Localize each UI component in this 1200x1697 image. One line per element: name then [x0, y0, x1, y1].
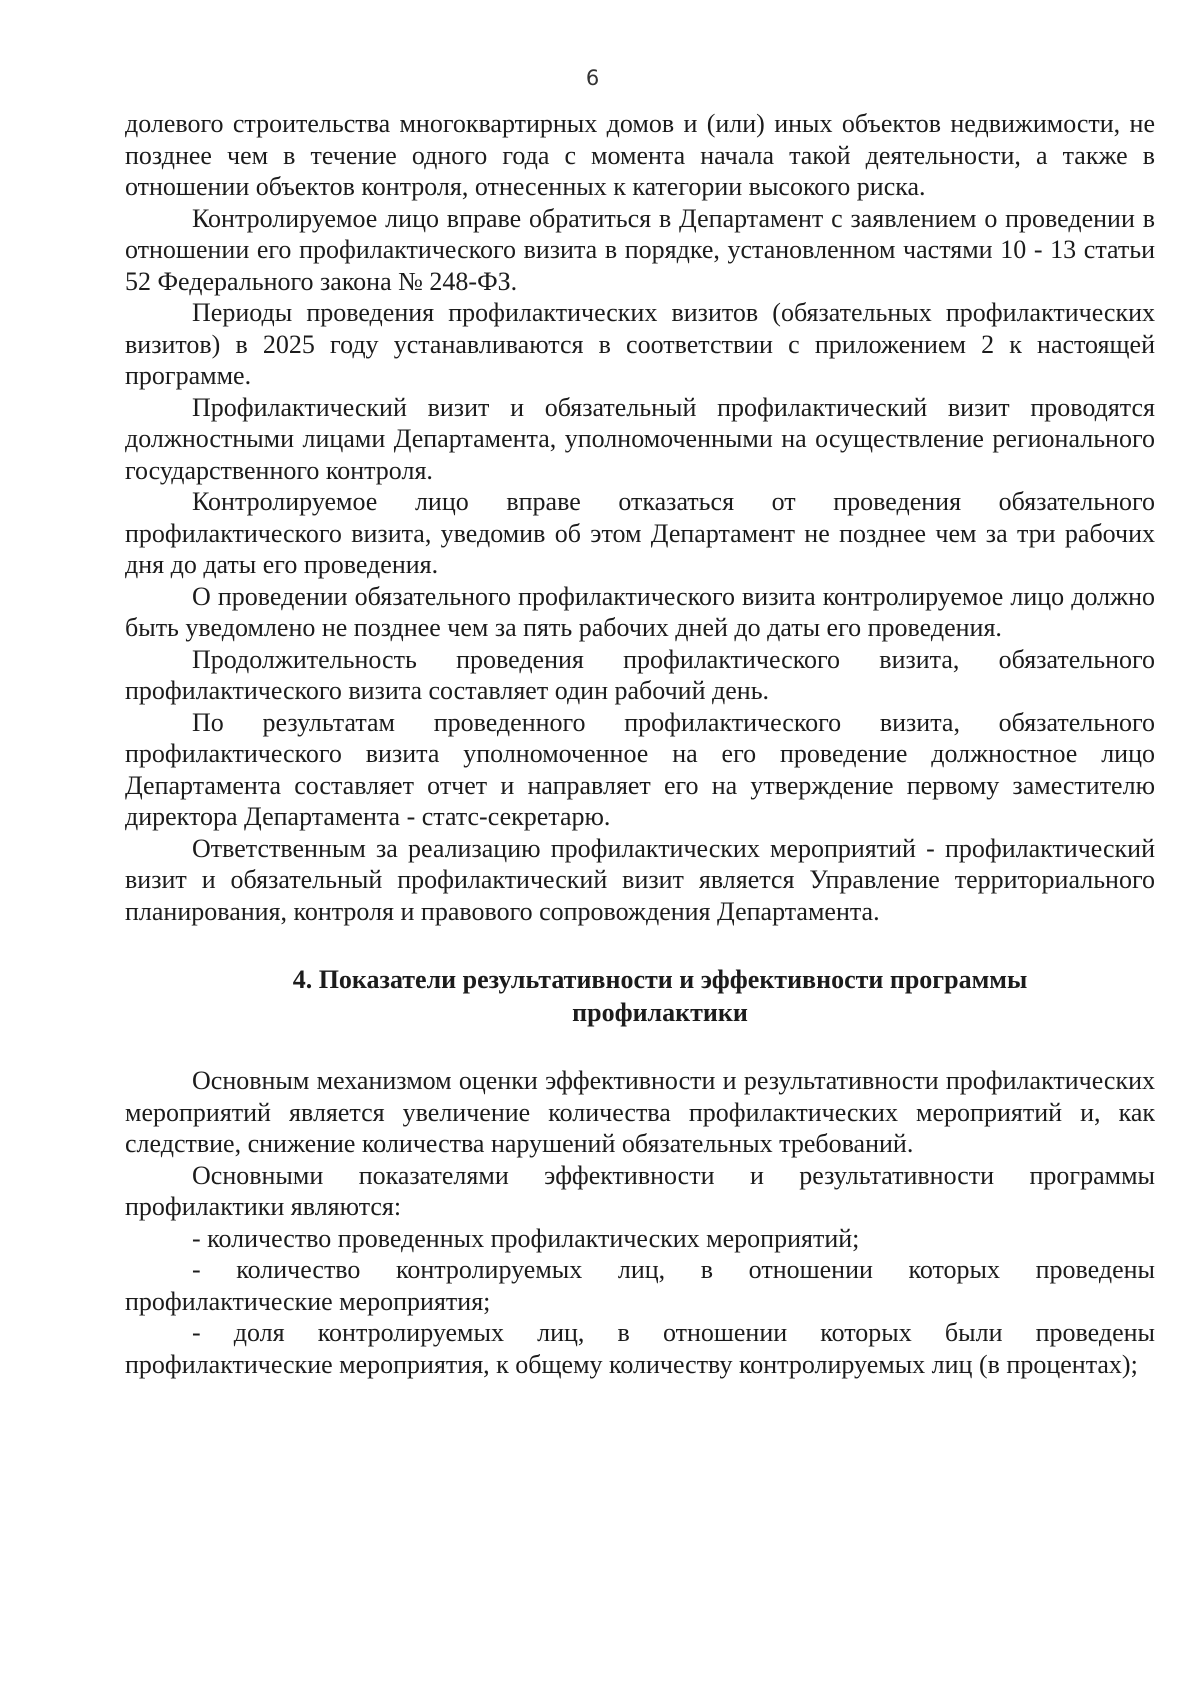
paragraph: Профилактический визит и обязательный профилактический визит проводятся должностными лицами Департамента, уполномоченными на осуществление регионального государственного контроля. — [125, 392, 1155, 485]
paragraph: Контролируемое лицо вправе отказаться от проведения обязательного профилактического визита, уведомив об этом Департамент не позднее чем за три рабочих дня до даты его проведения. — [125, 487, 1155, 579]
paragraph: Периоды проведения профилактических визитов (обязательных профилактических визитов) в 2025 году устанавливаются в соответствии с приложением 2 к настоящей программе. — [125, 298, 1155, 390]
document-body — [125, 108, 1155, 1380]
list-item: - количество проведенных профилактических мероприятий; — [192, 1223, 860, 1253]
paragraph: Ответственным за реализацию профилактических мероприятий - профилактический визит и обязательный профилактический визит является Управление территориального планирования, контроля и правового сопровождения Департамента. — [125, 833, 1155, 926]
paragraph: Продолжительность проведения профилактического визита, обязательного профилактического визита составляет один рабочий день. — [125, 644, 1155, 705]
page-number: 6 — [585, 66, 600, 90]
paragraph: О проведении обязательного профилактического визита контролируемое лицо должно быть уведомлено не позднее чем за пять рабочих дней до даты его проведения. — [125, 581, 1155, 642]
paragraph: По результатам проведенного профилактического визита, обязательного профилактического визита уполномоченное на его проведение должностное лицо Департамента составляет отчет и направляет его на утверждение первому заместителю директора Департамента - статс-секретарю. — [125, 707, 1155, 831]
section-heading-line: профилактики — [572, 998, 748, 1027]
paragraph: долевого строительства многоквартирных домов и (или) иных объектов недвижимости, не позднее чем в течение одного года с момента начала такой деятельности, а также в отношении объектов контроля, отнесенных к категории высокого риска. — [125, 109, 1155, 201]
list-item: - доля контролируемых лиц, в отношении которых были проведены профилактические мероприятия, к общему количеству контролируемых лиц (в процентах); — [125, 1318, 1155, 1379]
paragraph: Основными показателями эффективности и результативности программы профилактики являются: — [125, 1160, 1155, 1221]
section-heading-line: 4. Показатели результативности и эффективности программы — [292, 965, 1028, 994]
paragraph: Контролируемое лицо вправе обратиться в Департамент с заявлением о проведении в отношении его профилактического визита в порядке, установленном частями 10 - 13 статьи 52 Федерального закона № 248-ФЗ. — [125, 203, 1155, 296]
paragraph: Основным механизмом оценки эффективности и результативности профилактических мероприятий является увеличение количества профилактических мероприятий и, как следствие, снижение количества нарушений обязательных требований. — [125, 1066, 1155, 1158]
list-item: - количество контролируемых лиц, в отношении которых проведены профилактические мероприятия; — [125, 1255, 1155, 1316]
section-heading — [125, 963, 1155, 1029]
